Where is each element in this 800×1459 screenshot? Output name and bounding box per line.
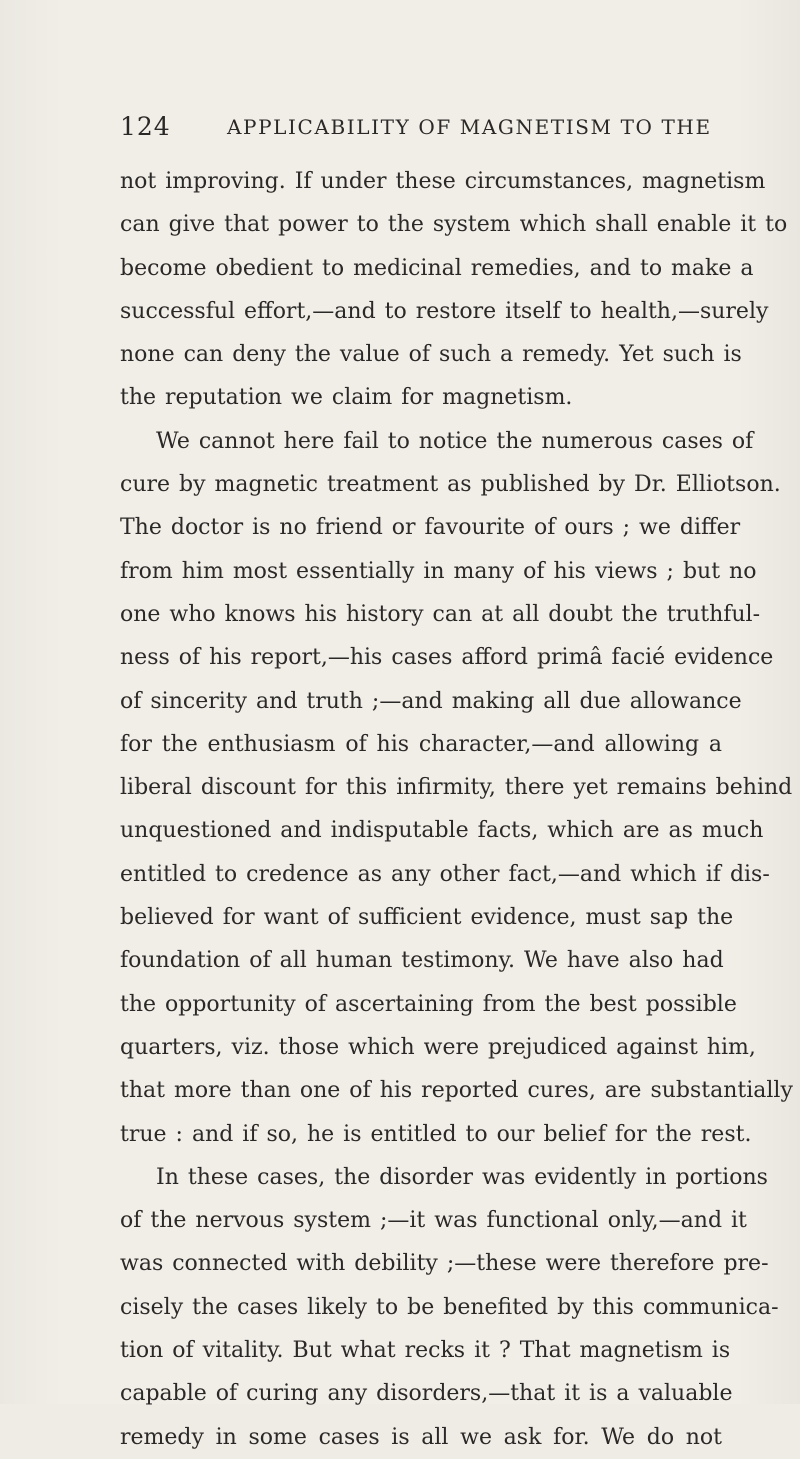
text-line: cure by magnetic treatment as published by Dr. Elliotson. [120,472,781,498]
text-line: was connected with debility ;—these were therefore pre- [120,1251,769,1277]
text-line: the opportunity of ascertaining from the best possible [120,991,737,1017]
text-line: of sincerity and truth ;—and making all due allowance [120,688,742,714]
text-line: become obedient to medicinal remedies, and to make a [120,255,754,281]
text-line: capable of curing any disorders,—that it is a valuable [120,1381,733,1407]
text-line: remedy in some cases is all we ask for. We do not [120,1424,722,1450]
text-line: from him most essentially in many of his views ; but no [120,558,757,584]
running-head: APPLICABILITY OF MAGNETISM TO THE [227,115,712,139]
text-line: quarters, viz. those which were prejudiced against him, [120,1034,756,1060]
text-line: true : and if so, he is entitled to our belief for the rest. [120,1121,752,1147]
text-line: believed for want of sufficient evidence, must sap the [120,905,734,931]
text-line: of the nervous system ;—it was functional only,—and it [120,1208,747,1234]
text-line: In these cases, the disorder was evidently in portions [156,1164,768,1190]
text-line: We cannot here fail to notice the numerous cases of [156,428,754,454]
text-line: liberal discount for this infirmity, there yet remains behind [120,775,793,801]
text-line: unquestioned and indisputable facts, which are as much [120,818,764,844]
text-line: cisely the cases likely to be benefited by this communica- [120,1294,779,1320]
page-number: 124 [120,112,171,141]
text-line: the reputation we claim for magnetism. [120,385,573,411]
text-line: that more than one of his reported cures, are substantially [120,1078,793,1104]
text-line: can give that power to the system which shall enable it to [120,212,788,238]
text-line: none can deny the value of such a remedy. Yet such is [120,342,742,368]
text-line: for the enthusiasm of his character,—and allowing a [120,731,722,757]
text-line: not improving. If under these circumstances, magnetism [120,169,766,194]
text-line: foundation of all human testimony. We have also had [120,948,724,974]
page-header [120,112,712,152]
body-text [120,160,793,1459]
text-line: entitled to credence as any other fact,—and which if dis- [120,861,770,887]
text-line: The doctor is no friend or favourite of ours ; we differ [120,515,741,541]
text-line: successful effort,—and to restore itself to health,—surely [120,298,769,324]
text-line: ness of his report,—his cases afford primâ facié evidence [120,645,774,671]
text-line: one who knows his history can at all doubt the truthful- [120,601,761,627]
text-line: tion of vitality. But what recks it ? That magnetism is [120,1338,731,1364]
